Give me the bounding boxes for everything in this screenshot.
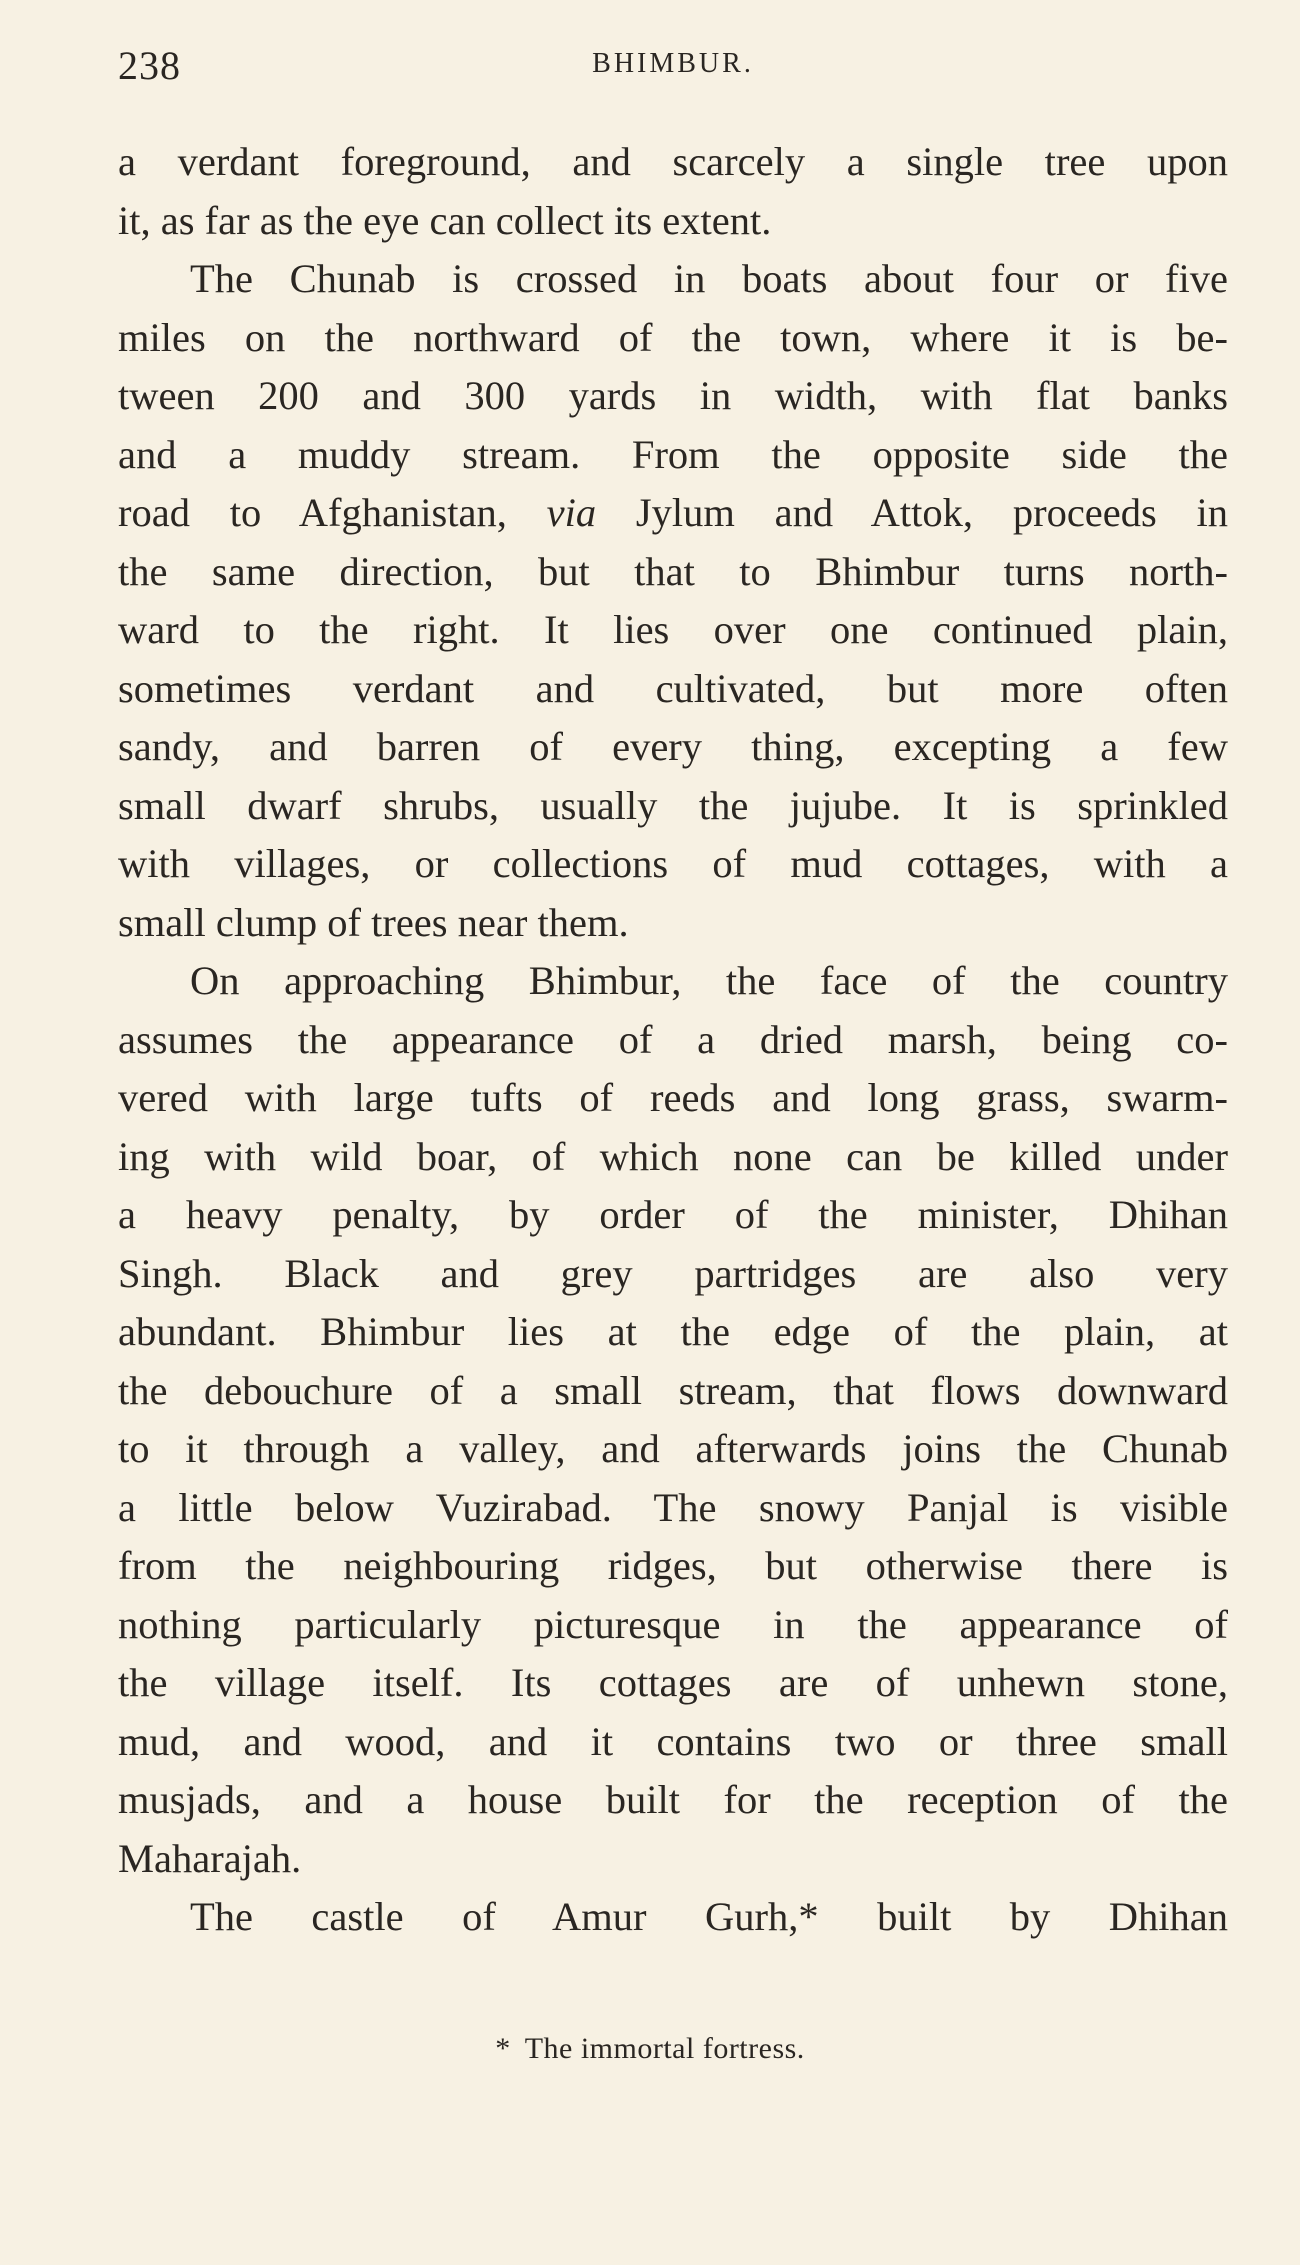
footnote-marker: * bbox=[495, 2032, 511, 2065]
text-line: The Chunab is crossed in boats about four or five bbox=[190, 256, 1228, 301]
text-line: and a muddy stream. From the opposite side the bbox=[118, 431, 1228, 477]
text-line: the debouchure of a small stream, that flows downward bbox=[118, 1367, 1228, 1413]
text-line: small clump of trees near them. bbox=[118, 899, 629, 945]
text-line: tween 200 and 300 yards in width, with flat banks bbox=[118, 373, 1228, 418]
text-line: nothing particularly picturesque in the appearance of bbox=[118, 1601, 1228, 1647]
text-line: musjads, and a house built for the reception of the bbox=[118, 1777, 1228, 1822]
text-line: ward to the right. It lies over one continued plain, bbox=[118, 607, 1228, 652]
text-fragment: road to Afghanistan, bbox=[118, 490, 507, 535]
footnote bbox=[0, 2032, 1300, 2066]
text-line: abundant. Bhimbur lies at the edge of the plain, at bbox=[118, 1309, 1228, 1354]
text-line: a little below Vuzirabad. The snowy Panjal is visible bbox=[118, 1484, 1228, 1530]
text-line: assumes the appearance of a dried marsh, being co- bbox=[118, 1016, 1228, 1062]
text-line: sometimes verdant and cultivated, but more often bbox=[118, 665, 1228, 711]
text-line: miles on the northward of the town, where it is be- bbox=[118, 314, 1228, 360]
text-line-with-italic bbox=[118, 484, 1228, 543]
text-line: the same direction, but that to Bhimbur turns north- bbox=[118, 548, 1228, 594]
text-line: the village itself. Its cottages are of unhewn stone, bbox=[118, 1660, 1228, 1705]
text-line: a heavy penalty, by order of the minister, Dhihan bbox=[118, 1192, 1228, 1237]
text-line: Singh. Black and grey partridges are also very bbox=[118, 1250, 1228, 1296]
text-line: On approaching Bhimbur, the face of the country bbox=[190, 958, 1228, 1003]
text-line: ing with wild boar, of which none can be killed under bbox=[118, 1133, 1228, 1179]
body-text bbox=[118, 133, 1228, 1947]
text-line: from the neighbouring ridges, but otherwise there is bbox=[118, 1543, 1228, 1588]
text-line: a verdant foreground, and scarcely a single tree upon bbox=[118, 139, 1228, 184]
text-line: sandy, and barren of every thing, excepting a few bbox=[118, 724, 1228, 769]
text-line: Maharajah. bbox=[118, 1835, 302, 1881]
text-line: with villages, or collections of mud cottages, with a bbox=[118, 841, 1228, 886]
text-line: vered with large tufts of reeds and long grass, swarm- bbox=[118, 1075, 1228, 1120]
footnote-text: The immortal fortress. bbox=[524, 2032, 805, 2065]
page-number: 238 bbox=[118, 43, 181, 88]
text-fragment: Jylum and Attok, proceeds in bbox=[635, 490, 1229, 535]
page-header bbox=[118, 42, 1228, 102]
text-line: it, as far as the eye can collect its extent. bbox=[118, 197, 772, 243]
running-head: BHIMBUR. bbox=[592, 48, 754, 79]
text-line: The castle of Amur Gurh,* built by Dhihan bbox=[190, 1894, 1228, 1939]
italic-word: via bbox=[546, 490, 597, 535]
text-line: small dwarf shrubs, usually the jujube. It is sprinkled bbox=[118, 782, 1228, 828]
text-line: to it through a valley, and afterwards joins the Chunab bbox=[118, 1426, 1228, 1471]
text-line: mud, and wood, and it contains two or three small bbox=[118, 1718, 1228, 1764]
